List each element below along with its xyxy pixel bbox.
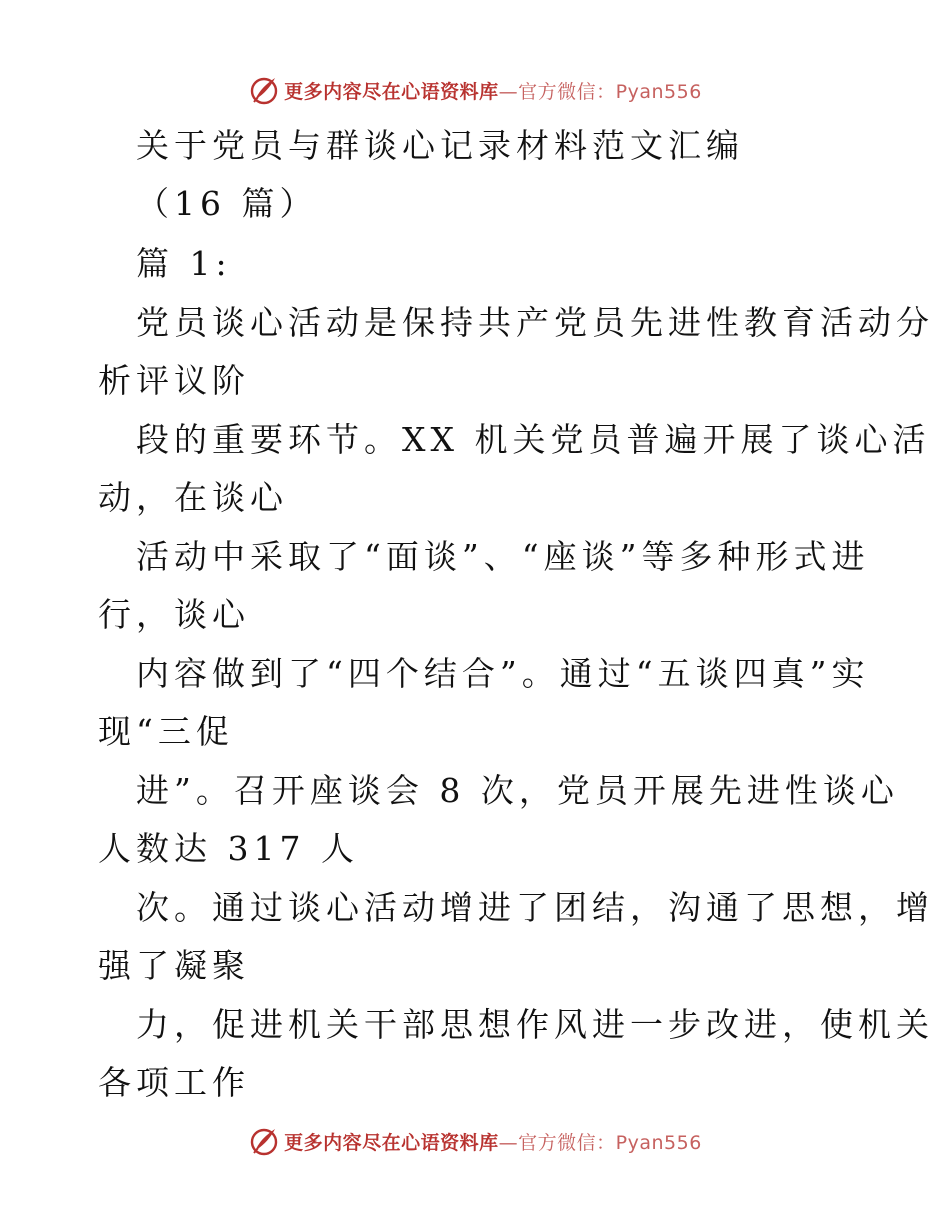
body-line: 现“三促 bbox=[98, 712, 234, 751]
quill-logo-icon bbox=[248, 1125, 280, 1157]
body-line: 党员谈心活动是保持共产党员先进性教育活动分 bbox=[136, 303, 934, 342]
body-line: 内容做到了“四个结合”。通过“五谈四真”实 bbox=[136, 654, 870, 693]
body-line: 活动中采取了“面谈”、“座谈”等多种形式进 bbox=[136, 537, 870, 576]
footer-wechat-text: —官方微信：Pyan556 bbox=[498, 1131, 702, 1154]
body-line: 动，在谈心 bbox=[98, 478, 288, 517]
body-line: 强了凝聚 bbox=[98, 946, 250, 985]
document-subtitle: （16 篇） bbox=[136, 184, 318, 223]
body-line: 析评议阶 bbox=[98, 361, 250, 400]
body-line: 力，促进机关干部思想作风进一步改进，使机关 bbox=[136, 1005, 934, 1044]
body-line: 行，谈心 bbox=[98, 595, 250, 634]
document-title: 关于党员与群谈心记录材料范文汇编 bbox=[136, 126, 744, 165]
header-site-text: 更多内容尽在心语资料库 bbox=[284, 80, 499, 103]
section-label: 篇 1: bbox=[136, 244, 232, 283]
footer-site-text: 更多内容尽在心语资料库 bbox=[284, 1131, 499, 1154]
body-line: 各项工作 bbox=[98, 1063, 250, 1102]
body-line: 人数达 317 人 bbox=[98, 829, 359, 868]
footer-banner bbox=[0, 1121, 950, 1161]
header-wechat-text: —官方微信：Pyan556 bbox=[498, 80, 702, 103]
body-line: 次。通过谈心活动增进了团结，沟通了思想，增 bbox=[136, 888, 934, 927]
body-line: 段的重要环节。XX 机关党员普遍开展了谈心活 bbox=[136, 420, 931, 459]
body-line: 进”。召开座谈会 8 次，党员开展先进性谈心 bbox=[136, 771, 899, 810]
